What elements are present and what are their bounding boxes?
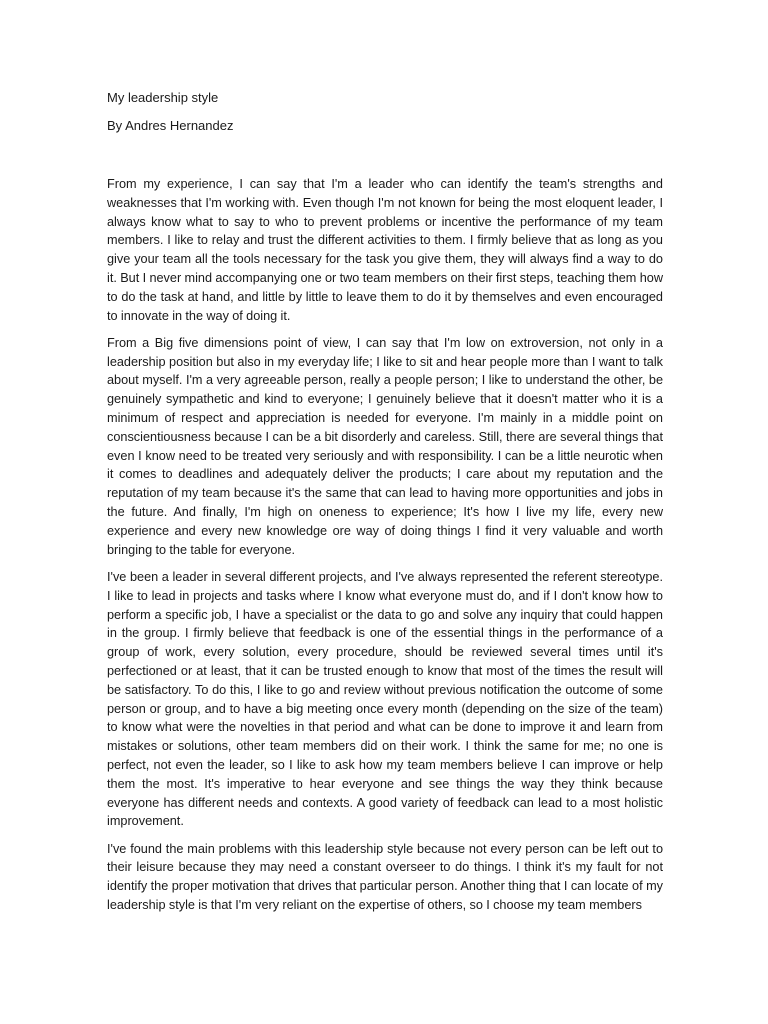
- paragraph-3: I've been a leader in several different projects, and I've always represented the referent stereotype. I like to lead in projects and tasks where I know what everyone must do, and if I don't know how to perform a specific job, I have a specialist or the data to go and solve any inquiry that could happen in the group. I firmly believe that feedback is one of the essential things in the performance of a group of work, every solution, every procedure, should be reviewed several times until it's perfectioned or at least, that it can be trusted enough to know that most of the times the result will be satisfactory. To do this, I like to go and review without previous notification the outcome of some person or group, and to have a big meeting once every month (depending on the size of the team) to know what were the novelties in that period and what can be done to improve it and learn from mistakes or solutions, other team members did on their work. I think the same for me; no one is perfect, not even the leader, so I like to ask how my team members believe I can improve or help them the most. It's imperative to hear everyone and see things the way they think because everyone has different needs and contexts. A good variety of feedback can lead to a most holistic improvement.: [107, 569, 663, 829]
- paragraph-2: From a Big five dimensions point of view, I can say that I'm low on extroversion, not only in a leadership position but also in my everyday life; I like to sit and hear people more than I want to talk about myself. I'm a very agreeable person, really a people person; I like to understand the other, be genuinely sympathetic and kind to everyone; I genuinely believe that it doesn't matter who it is a minimum of respect and appreciation is needed for everyone. I'm mainly in a middle point on conscientiousness because I can be a bit disorderly and careless. Still, there are several things that even I know need to be treated very seriously and with responsibility. I can be a little neurotic when it comes to deadlines and adequately deliver the products; I care about my reputation and the reputation of my team because it's the same that can lead to having more opportunities and jobs in the future. And finally, I'm high on oneness to experience; It's how I live my life, every new experience and every new knowledge ore way of doing things I find it very valuable and worth bringing to the table for everyone.: [107, 335, 663, 557]
- paragraph-4: I've found the main problems with this leadership style because not every person can be left out to their leisure because they may need a constant overseer to do things. I think it's my fault for not identify the proper motivation that drives that particular person. Another thing that I can locate of my leadership style is that I'm very reliant on the expertise of others, so I choose my team members: [107, 841, 663, 912]
- document-author: By Andres Hernandez: [107, 118, 234, 133]
- paragraph-1: From my experience, I can say that I'm a leader who can identify the team's strengths and weaknesses that I'm working with. Even though I'm not known for being the most eloquent leader, I always know what to say to who to prevent problems or incentive the performance of my team members. I like to relay and trust the different activities to them. I firmly believe that as long as you give your team all the tools necessary for the task you give them, they will always find a way to do it. But I never mind accompanying one or two team members on their first steps, teaching them how to do the task at hand, and little by little to leave them to do it by themselves and even encouraged to innovate in the way of doing it.: [107, 177, 663, 323]
- document-title: My leadership style: [107, 90, 219, 105]
